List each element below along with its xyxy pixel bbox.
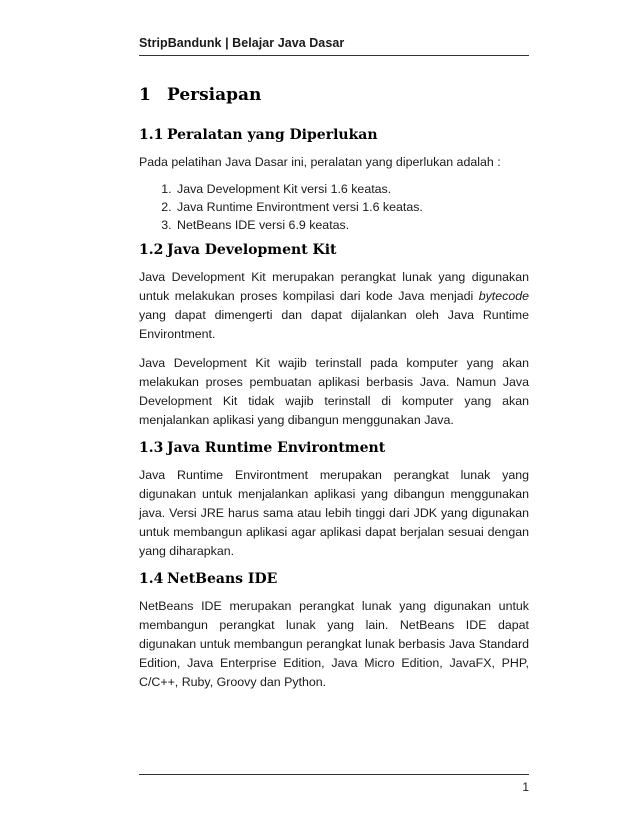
paragraph: Java Runtime Environtment merupakan perangkat lunak yang digunakan untuk menjalankan aplikasi yang dibangun menggunakan java. Versi JRE harus sama atau lebih tinggi dari JDK yang digunakan untuk membangun aplikasi agar aplikasi dapat berjalan sesuai dengan yang diharapkan.	[139, 468, 529, 558]
list-item: 2. Java Runtime Environtment versi 1.6 keatas.	[175, 198, 529, 216]
page-content	[139, 85, 529, 702]
list-item: 1. Java Development Kit versi 1.6 keatas.	[175, 180, 529, 198]
running-header: StripBandunk | Belajar Java Dasar	[139, 36, 529, 56]
section-intro: Pada pelatihan Java Dasar ini, peralatan yang diperlukan adalah :	[139, 155, 501, 169]
emphasis-text: bytecode	[478, 289, 529, 303]
section-title: NetBeans IDE	[167, 571, 278, 587]
section-title: Peralatan yang Diperlukan	[167, 127, 378, 143]
section-heading	[139, 127, 529, 143]
paragraph: NetBeans IDE merupakan perangkat lunak yang digunakan untuk membangun perangkat lunak yang lain. NetBeans IDE dapat digunakan untuk membangun perangkat lunak berbasis Java Standard Edition, Java Enterprise Edition, Java Micro Edition, JavaFX, PHP, C/C++, Ruby, Groovy dan Python.	[139, 599, 529, 689]
section-heading	[139, 242, 529, 258]
section-heading	[139, 571, 529, 587]
section-title: Java Runtime Environtment	[167, 440, 386, 456]
section-number: 1.2	[139, 242, 164, 258]
section-number: 1.1	[139, 127, 164, 143]
footer-divider	[139, 774, 529, 775]
section-number: 1.3	[139, 440, 164, 456]
page-number: 1	[522, 780, 529, 794]
section-number: 1.4	[139, 571, 164, 587]
paragraph	[139, 268, 529, 344]
requirements-list	[139, 180, 529, 234]
section-jre	[139, 440, 529, 561]
chapter-title: Persiapan	[167, 85, 262, 105]
paragraph: Java Development Kit wajib terinstall pada komputer yang akan melakukan proses pembuatan aplikasi berbasis Java. Namun Java Development Kit tidak wajib terinstall di komputer yang akan menjalankan aplikasi yang dibangun menggunakan Java.	[139, 356, 529, 427]
section-netbeans	[139, 571, 529, 692]
list-item: 3. NetBeans IDE versi 6.9 keatas.	[175, 216, 529, 234]
paragraph-text: Java Development Kit merupakan perangkat lunak yang digunakan untuk melakukan proses kompilasi dari kode Java menjadi	[139, 270, 529, 303]
section-jdk	[139, 242, 529, 430]
section-heading	[139, 440, 529, 456]
chapter-number: 1	[139, 85, 151, 105]
section-peralatan	[139, 127, 529, 234]
section-title: Java Development Kit	[167, 242, 337, 258]
paragraph-text: yang dapat dimengerti dan dapat dijalankan oleh Java Runtime Environtment.	[139, 308, 529, 341]
chapter-heading	[139, 85, 529, 105]
